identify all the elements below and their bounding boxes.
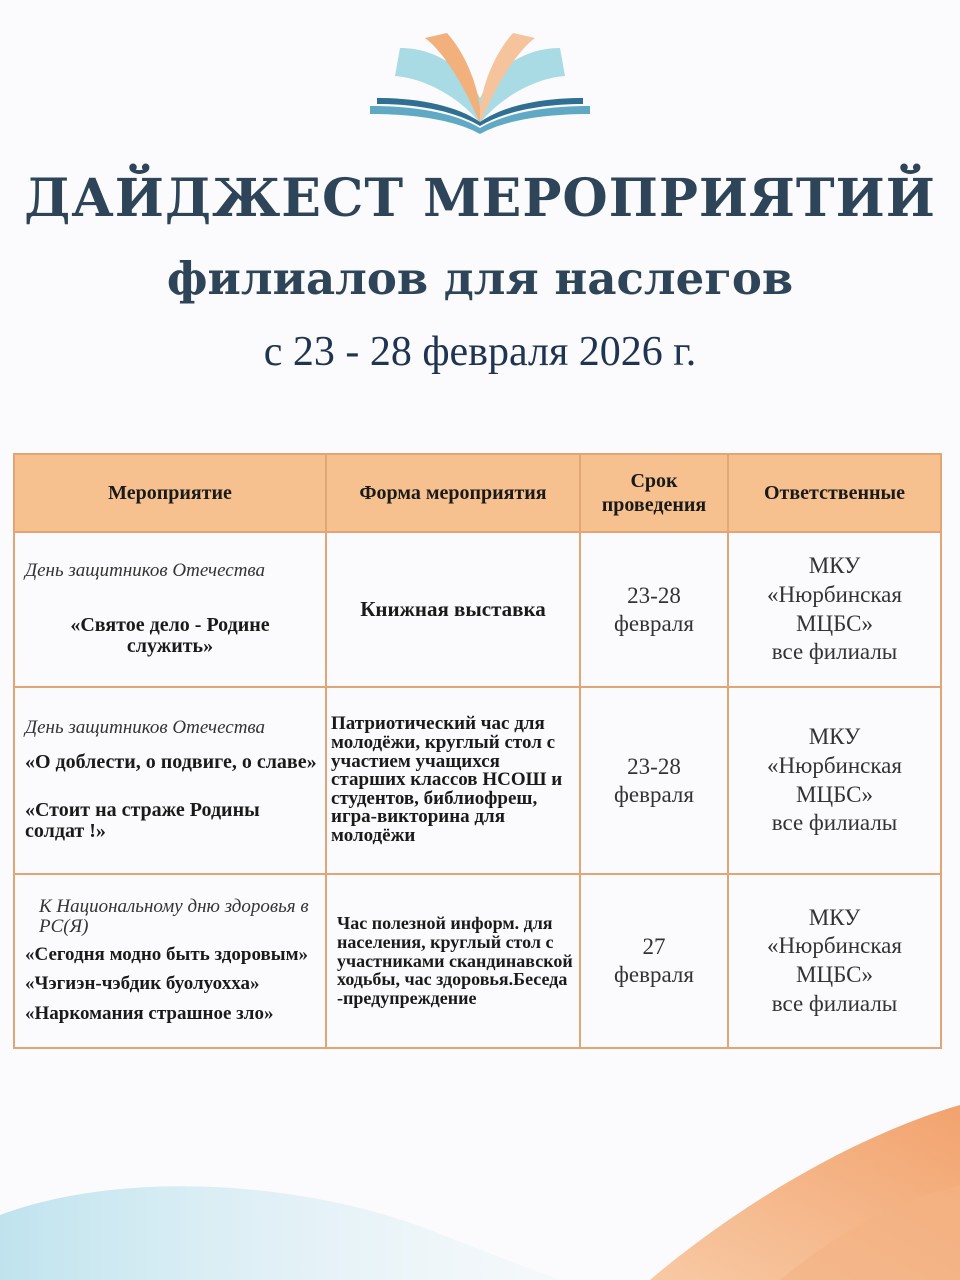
column-header-responsible: Ответственные xyxy=(728,454,941,532)
page-title: ДАЙДЖЕСТ МЕРОПРИЯТИЙ xyxy=(24,168,936,229)
events-table xyxy=(13,453,942,1049)
form-cell xyxy=(326,532,580,687)
event-title: «Сегодня модно быть здоровым» xyxy=(25,944,309,966)
event-date: 27 февраля xyxy=(614,934,694,987)
event-occasion: К Национальному дню здоровья в РС(Я) xyxy=(39,896,309,938)
responsible-org: МКУ «Нюрбинская МЦБС» все филиалы xyxy=(767,724,902,836)
event-occasion: День защитников Отечества xyxy=(25,559,266,581)
form-cell xyxy=(326,874,580,1048)
table-row xyxy=(14,874,941,1048)
responsible-cell xyxy=(728,687,941,874)
event-title: «Наркомания страшное зло» xyxy=(25,1003,274,1025)
event-cell xyxy=(14,687,326,874)
event-title: «Чэгиэн-чэбдик буолуохха» xyxy=(25,972,260,994)
table-header-row xyxy=(14,454,941,532)
event-cell xyxy=(14,532,326,687)
date-cell xyxy=(580,687,728,874)
event-title: «Стоит на страже Родины солдат !» xyxy=(25,798,260,843)
page-subtitle: филиалов для наслегов xyxy=(166,252,794,305)
table-row xyxy=(14,532,941,687)
table-row xyxy=(14,687,941,874)
event-date: 23-28 февраля xyxy=(614,582,694,636)
date-range: с 23 - 28 февраля 2026 г. xyxy=(263,329,697,375)
column-header-form: Форма мероприятия xyxy=(326,454,580,532)
event-title: «Святое дело - Родине служить» xyxy=(70,613,270,658)
responsible-cell xyxy=(728,874,941,1048)
responsible-org: МКУ «Нюрбинская МЦБС» все филиалы xyxy=(767,553,902,665)
date-cell xyxy=(580,874,728,1048)
responsible-cell xyxy=(728,532,941,687)
responsible-org: МКУ «Нюрбинская МЦБС» все филиалы xyxy=(767,904,902,1016)
event-title: «О доблести, о подвиге, о славе» xyxy=(25,751,317,774)
event-form: Час полезной информ. для населения, круглый стол с участниками скандинавской ходьбы, час здоровья.Беседа -предупреждение xyxy=(337,912,573,1009)
event-occasion: День защитников Отечества xyxy=(25,717,266,739)
event-cell xyxy=(14,874,326,1048)
column-header-event: Мероприятие xyxy=(14,454,326,532)
event-date: 23-28 февраля xyxy=(614,753,694,807)
date-cell xyxy=(580,532,728,687)
event-form: Книжная выставка xyxy=(360,597,546,621)
open-book-icon xyxy=(365,28,595,138)
form-cell xyxy=(326,687,580,874)
column-header-dates: Срок проведения xyxy=(580,454,728,532)
event-form: Патриотический час для молодёжи, круглый стол с участием учащихся старших классов НСОШ и студентов, библиофреш, игра-викторина для молодёжи xyxy=(331,713,563,847)
